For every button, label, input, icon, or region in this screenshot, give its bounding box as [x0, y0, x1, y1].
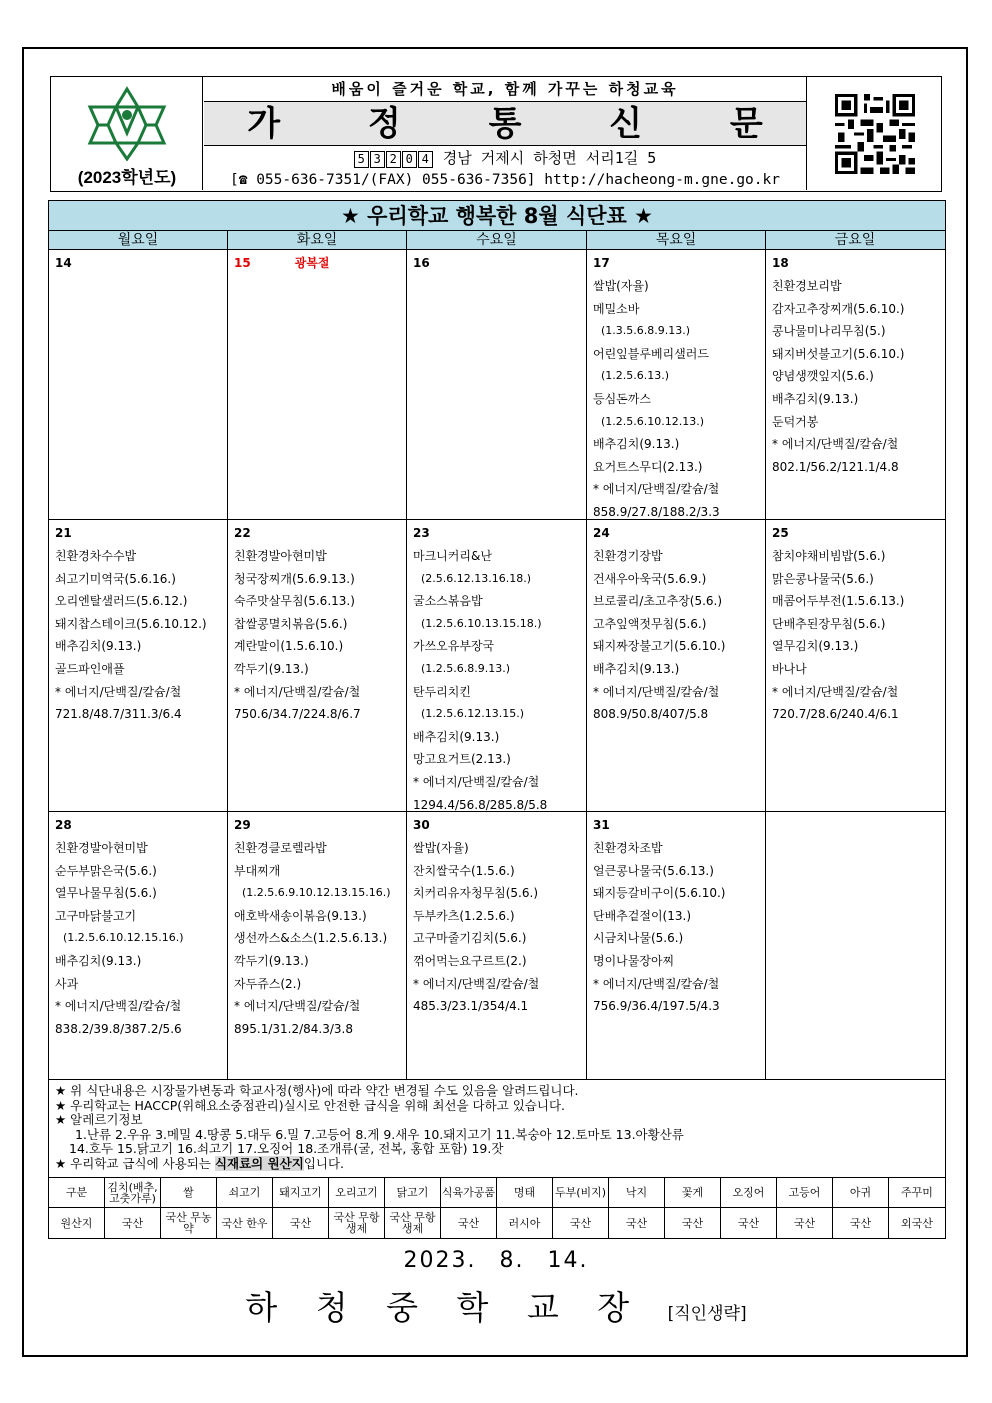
- menu-item: 건새우아욱국(5.6.9.): [593, 571, 707, 586]
- menu-item: 단배추겉절이(13.): [593, 908, 691, 923]
- menu-item: 고구마줄기김치(5.6.): [413, 931, 527, 946]
- menu-item: * 에너지/단백질/칼슘/철: [234, 684, 361, 699]
- menu-item: 골드파인애플: [55, 661, 125, 676]
- menu-item: * 에너지/단백질/칼슘/철: [593, 976, 720, 991]
- menu-day-cell: [587, 812, 766, 1079]
- menu-item: (1.2.5.6.10.12.15.16.): [63, 931, 184, 945]
- zip-digit: 3: [370, 151, 385, 168]
- menu-item: (1.2.5.6.13.): [601, 369, 670, 383]
- menu-item: 사과: [55, 976, 79, 991]
- origin-value-cell: 러시아: [497, 1208, 553, 1238]
- menu-date: 21: [55, 526, 72, 540]
- zip-digit: 0: [402, 151, 417, 168]
- menu-item: 참치야채비빔밥(5.6.): [772, 549, 886, 563]
- menu-item: 매콤어두부전(1.5.6.13.): [772, 594, 905, 609]
- menu-item: 생선까스&소스(1.2.5.6.13.): [234, 931, 388, 946]
- menu-item: 친환경클로렐라밥: [234, 841, 327, 855]
- origin-table: [49, 1178, 945, 1238]
- menu-item: 돼지찹스테이크(5.6.10.12.): [55, 616, 207, 631]
- menu-date: 28: [55, 818, 72, 832]
- weekday-header: 월요일: [49, 231, 228, 249]
- menu-day-cell: [49, 250, 228, 519]
- menu-item: 깍두기(9.13.): [234, 953, 309, 968]
- menu-item: 배추김치(9.13.): [413, 729, 500, 744]
- menu-item: 얼큰콩나물국(5.6.13.): [593, 863, 714, 878]
- issue-date: 2023. 8. 14.: [403, 1248, 589, 1273]
- menu-item: 바나나: [772, 661, 807, 676]
- note-highlight: 식재료의 원산지: [214, 1155, 304, 1171]
- school-motto: 배움이 즐거운 학교, 함께 가꾸는 하청교육: [204, 77, 806, 102]
- menu-notes: [49, 1080, 945, 1178]
- menu-day-cell: [407, 250, 587, 519]
- holiday-label: 광복절: [294, 256, 330, 270]
- lunch-menu-table: [48, 200, 946, 1239]
- note-line: ★ 우리학교는 HACCP(위해요소중점관리)실시로 안전한 급식을 위해 최선을 다하고 있습니다.: [55, 1097, 565, 1113]
- menu-day-cell: [49, 520, 228, 811]
- menu-item: 친환경기장밥: [593, 549, 663, 563]
- origin-header-cell: 닭고기: [385, 1178, 441, 1207]
- origin-value-cell: 국산 무항생제: [385, 1208, 441, 1238]
- menu-item: 721.8/48.7/311.3/6.4: [55, 707, 182, 722]
- menu-item: 브로콜리/초고추장(5.6.): [593, 594, 723, 609]
- menu-item: 배추김치(9.13.): [772, 391, 859, 406]
- origin-value-cell: 국산: [777, 1208, 833, 1238]
- menu-weeks: [49, 250, 945, 1080]
- origin-value-row: [49, 1208, 945, 1238]
- note-text: ★ 우리학교 급식에 사용되는: [55, 1155, 215, 1171]
- menu-date: 25: [772, 526, 789, 540]
- allergy-list: 14.호두 15.닭고기 16.쇠고기 17.오징어 18.조개류(굴, 전복, 홍합 포함) 19.잣: [69, 1141, 504, 1156]
- weekday-header: 수요일: [407, 231, 587, 249]
- menu-item: 배추김치(9.13.): [593, 437, 680, 452]
- menu-item: 열무나물무침(5.6.): [55, 886, 157, 901]
- menu-item: * 에너지/단백질/칼슘/철: [413, 774, 540, 789]
- menu-item: 애호박새송이볶음(9.13.): [234, 908, 367, 923]
- menu-day-cell: [587, 250, 766, 519]
- menu-item: (2.5.6.12.13.16.18.): [421, 571, 532, 585]
- origin-value-cell: 국산 한우: [217, 1208, 273, 1238]
- menu-item: 자두쥬스(2.): [234, 976, 302, 991]
- menu-day-cell: [587, 520, 766, 811]
- menu-date: 16: [413, 256, 430, 270]
- menu-item: 요거트스무디(2.13.): [593, 459, 703, 474]
- menu-week-row: [49, 520, 945, 812]
- menu-item: * 에너지/단백질/칼슘/철: [593, 684, 720, 699]
- menu-item: 838.2/39.8/387.2/5.6: [55, 1021, 182, 1036]
- menu-item: 858.9/27.8/188.2/3.3: [593, 504, 720, 519]
- principal-signature: [0, 1282, 992, 1329]
- menu-item: 1294.4/56.8/285.8/5.8: [413, 797, 548, 812]
- menu-item: 꺾어먹는요구르트(2.): [413, 953, 527, 968]
- menu-item: 배추김치(9.13.): [593, 661, 680, 676]
- menu-item: 돼지버섯불고기(5.6.10.): [772, 346, 905, 361]
- page-title: 가 정 통 신 문: [204, 102, 806, 146]
- zip-code: [354, 149, 443, 167]
- menu-item: 양념생깻잎지(5.6.): [772, 369, 874, 384]
- menu-item: 오리엔탈샐러드(5.6.12.): [55, 594, 188, 609]
- menu-item: * 에너지/단백질/칼슘/철: [772, 437, 899, 452]
- menu-item: 메밀소바: [593, 301, 640, 316]
- menu-item: 감자고추장찌개(5.6.10.): [772, 301, 905, 316]
- menu-item: 열무김치(9.13.): [772, 639, 859, 654]
- menu-item: 친환경보리밥: [772, 279, 842, 293]
- origin-value-cell: 국산: [105, 1208, 161, 1238]
- menu-item: (1.2.5.6.9.10.12.13.15.16.): [242, 886, 391, 900]
- menu-date: 23: [413, 526, 430, 540]
- menu-item: 콩나물미나리무침(5.): [772, 324, 886, 339]
- allergy-list: 1.난류 2.우유 3.메밀 4.땅콩 5.대두 6.밀 7.고등어 8.게 9.새우 10.돼지고기 11.복숭아 12.토마토 13.아황산류: [75, 1126, 684, 1142]
- menu-item: * 에너지/단백질/칼슘/철: [55, 684, 182, 699]
- menu-day-cell: [766, 250, 944, 519]
- origin-header-cell: 오리고기: [329, 1178, 385, 1207]
- note-line: [55, 1157, 939, 1172]
- menu-item: 굴소스볶음밥: [413, 594, 483, 609]
- menu-item: 802.1/56.2/121.1/4.8: [772, 459, 899, 474]
- menu-item: 찹쌀콩멸치볶음(5.6.): [234, 616, 348, 631]
- note-text: 입니다.: [303, 1155, 345, 1171]
- menu-item: (1.2.5.6.10.12.13.): [601, 414, 705, 428]
- menu-date: 30: [413, 818, 430, 832]
- menu-item: 고구마닭불고기: [55, 908, 137, 923]
- menu-item: 친환경발아현미밥: [234, 549, 327, 563]
- menu-item: 숙주맛살무침(5.6.13.): [234, 594, 355, 609]
- origin-header-cell: 명태: [497, 1178, 553, 1207]
- origin-value-cell: 국산: [441, 1208, 497, 1238]
- origin-value-cell: 국산: [553, 1208, 609, 1238]
- menu-item: 순두부맑은국(5.6.): [55, 863, 157, 878]
- menu-item: 부대찌개: [234, 863, 281, 878]
- menu-day-cell: [49, 812, 228, 1079]
- menu-item: 망고요거트(2.13.): [413, 752, 511, 767]
- menu-date: 18: [772, 256, 789, 270]
- menu-item: (1.2.5.6.8.9.13.): [421, 661, 511, 675]
- menu-date: 22: [234, 526, 251, 540]
- origin-header-row: [49, 1178, 945, 1208]
- origin-header-cell: 아귀: [833, 1178, 889, 1207]
- menu-day-cell: [407, 812, 587, 1079]
- menu-item: 배추김치(9.13.): [55, 639, 142, 654]
- menu-date: [772, 817, 938, 837]
- menu-item: 어린잎블루베리샐러드: [593, 346, 709, 361]
- menu-item: 가쓰오유부장국: [413, 639, 495, 654]
- origin-header-cell: 식육가공품: [441, 1178, 497, 1207]
- address-text: 경남 거제시 하청면 서리1길 5: [442, 149, 657, 167]
- menu-date: 29: [234, 818, 251, 832]
- origin-header-cell: 김치(배추,고춧가루): [105, 1178, 161, 1207]
- menu-item: (1.2.5.6.12.13.15.): [421, 707, 525, 721]
- menu-item: 친환경차조밥: [593, 841, 663, 855]
- menu-item: 두부카츠(1.2.5.6.): [413, 908, 515, 923]
- menu-week-row: [49, 250, 945, 520]
- origin-header-cell: 쌀: [161, 1178, 217, 1207]
- origin-header-cell: 오징어: [721, 1178, 777, 1207]
- school-logo-icon: [86, 85, 168, 161]
- qr-code-icon[interactable]: [835, 94, 915, 174]
- origin-header-cell: 쇠고기: [217, 1178, 273, 1207]
- note-line: ★ 위 식단내용은 시장물가변동과 학교사정(행사)에 따라 약간 변경될 수도 있음을 알려드립니다.: [55, 1083, 579, 1098]
- origin-header-cell: 꽃게: [665, 1178, 721, 1207]
- menu-item: 잔치쌀국수(1.5.6.): [413, 863, 515, 878]
- menu-item: 쌀밥(자율): [593, 279, 649, 293]
- menu-item: 쌀밥(자율): [413, 841, 469, 855]
- menu-item: 시금치나물(5.6.): [593, 931, 684, 946]
- school-address: [204, 147, 806, 169]
- newsletter-header: [50, 76, 942, 192]
- menu-item: 쇠고기미역국(5.6.16.): [55, 571, 176, 586]
- menu-item: * 에너지/단백질/칼슘/철: [55, 999, 182, 1014]
- menu-date: 15 광복절: [234, 256, 330, 270]
- menu-item: 맑은콩나물국(5.6.): [772, 571, 874, 586]
- menu-item: 돼지등갈비구이(5.6.10.): [593, 886, 726, 901]
- menu-item: * 에너지/단백질/칼슘/철: [234, 999, 361, 1014]
- menu-day-cell: [228, 812, 407, 1079]
- menu-item: 계란말이(1.5.6.10.): [234, 639, 344, 654]
- menu-item: 친환경발아현미밥: [55, 841, 148, 855]
- menu-item: 배추김치(9.13.): [55, 953, 142, 968]
- origin-value-cell: 국산: [833, 1208, 889, 1238]
- origin-value-cell: 국산: [273, 1208, 329, 1238]
- menu-date: 14: [55, 256, 72, 270]
- menu-item: 치커리유자청무침(5.6.): [413, 886, 538, 901]
- menu-item: (1.3.5.6.8.9.13.): [601, 324, 691, 338]
- menu-item: 720.7/28.6/240.4/6.1: [772, 707, 899, 722]
- origin-value-cell: 국산 무농약: [161, 1208, 217, 1238]
- menu-item: * 에너지/단백질/칼슘/철: [593, 482, 720, 497]
- signer-name: 하 청 중 학 교 장: [245, 1288, 644, 1327]
- origin-header-cell: 주꾸미: [901, 1186, 933, 1199]
- menu-item: 마크니커리&난: [413, 549, 492, 563]
- origin-value-cell: 국산: [665, 1208, 721, 1238]
- origin-value-cell: 국산: [609, 1208, 665, 1238]
- menu-item: 친환경차수수밥: [55, 549, 137, 563]
- menu-day-cell: [407, 520, 587, 811]
- weekday-header: 금요일: [834, 232, 876, 248]
- origin-header-cell: 낙지: [609, 1178, 665, 1207]
- menu-item: 895.1/31.2/84.3/3.8: [234, 1021, 354, 1036]
- menu-day-cell: [228, 250, 407, 519]
- seal-note: [직인생략]: [667, 1304, 747, 1324]
- menu-title: ★ 우리학교 행복한 8월 식단표 ★: [49, 201, 945, 231]
- menu-date: 31: [593, 818, 610, 832]
- zip-digit: 4: [418, 151, 433, 168]
- origin-header-cell: 돼지고기: [273, 1178, 329, 1207]
- menu-item: 808.9/50.8/407/5.8: [593, 707, 709, 722]
- origin-value-cell: 외국산: [901, 1216, 933, 1230]
- menu-item: 756.9/36.4/197.5/4.3: [593, 999, 720, 1014]
- menu-day-cell: [766, 520, 944, 811]
- origin-value-cell: 국산: [721, 1208, 777, 1238]
- menu-item: (1.2.5.6.10.13.15.18.): [421, 616, 542, 630]
- school-year: (2023학년도): [77, 168, 177, 187]
- zip-digit: 5: [354, 151, 369, 168]
- origin-header-cell: 구분: [49, 1178, 105, 1207]
- menu-date: 24: [593, 526, 610, 540]
- menu-item: 청국장찌개(5.6.9.13.): [234, 571, 355, 586]
- origin-header-cell: 두부(비지): [553, 1178, 609, 1207]
- school-contact: [☎ 055-636-7351/(FAX) 055-636-7356] http://hacheong-m.gne.go.kr: [230, 172, 780, 188]
- menu-date: 17: [593, 256, 610, 270]
- menu-item: 깍두기(9.13.): [234, 661, 309, 676]
- menu-item: 돼지짜장불고기(5.6.10.): [593, 639, 726, 654]
- menu-item: 750.6/34.7/224.8/6.7: [234, 707, 361, 722]
- menu-item: 485.3/23.1/354/4.1: [413, 999, 529, 1014]
- origin-value-cell: 국산 무항생제: [329, 1208, 385, 1238]
- weekday-header: 화요일: [228, 231, 407, 249]
- menu-item: 고추잎액젓무침(5.6.): [593, 616, 707, 631]
- menu-item: * 에너지/단백질/칼슘/철: [413, 976, 540, 991]
- zip-digit: 2: [386, 151, 401, 168]
- menu-item: 명이나물장아찌: [593, 953, 675, 968]
- menu-item: * 에너지/단백질/칼슘/철: [772, 684, 899, 699]
- qr-cell: [806, 77, 941, 190]
- menu-week-row: [49, 812, 945, 1080]
- menu-item: 둔덕거봉: [772, 414, 819, 429]
- menu-item: 등심돈까스: [593, 391, 651, 406]
- logo-cell: [51, 77, 203, 190]
- menu-day-cell: [766, 812, 944, 1079]
- menu-item: 단배추된장무침(5.6.): [772, 616, 886, 631]
- menu-item: 탄두리치킨: [413, 684, 471, 699]
- origin-value-cell: 원산지: [49, 1208, 105, 1238]
- note-line: ★ 알레르기정보: [55, 1112, 143, 1127]
- weekday-header: 목요일: [587, 231, 766, 249]
- weekday-header-row: [49, 231, 945, 250]
- menu-day-cell: [228, 520, 407, 811]
- origin-header-cell: 고등어: [777, 1178, 833, 1207]
